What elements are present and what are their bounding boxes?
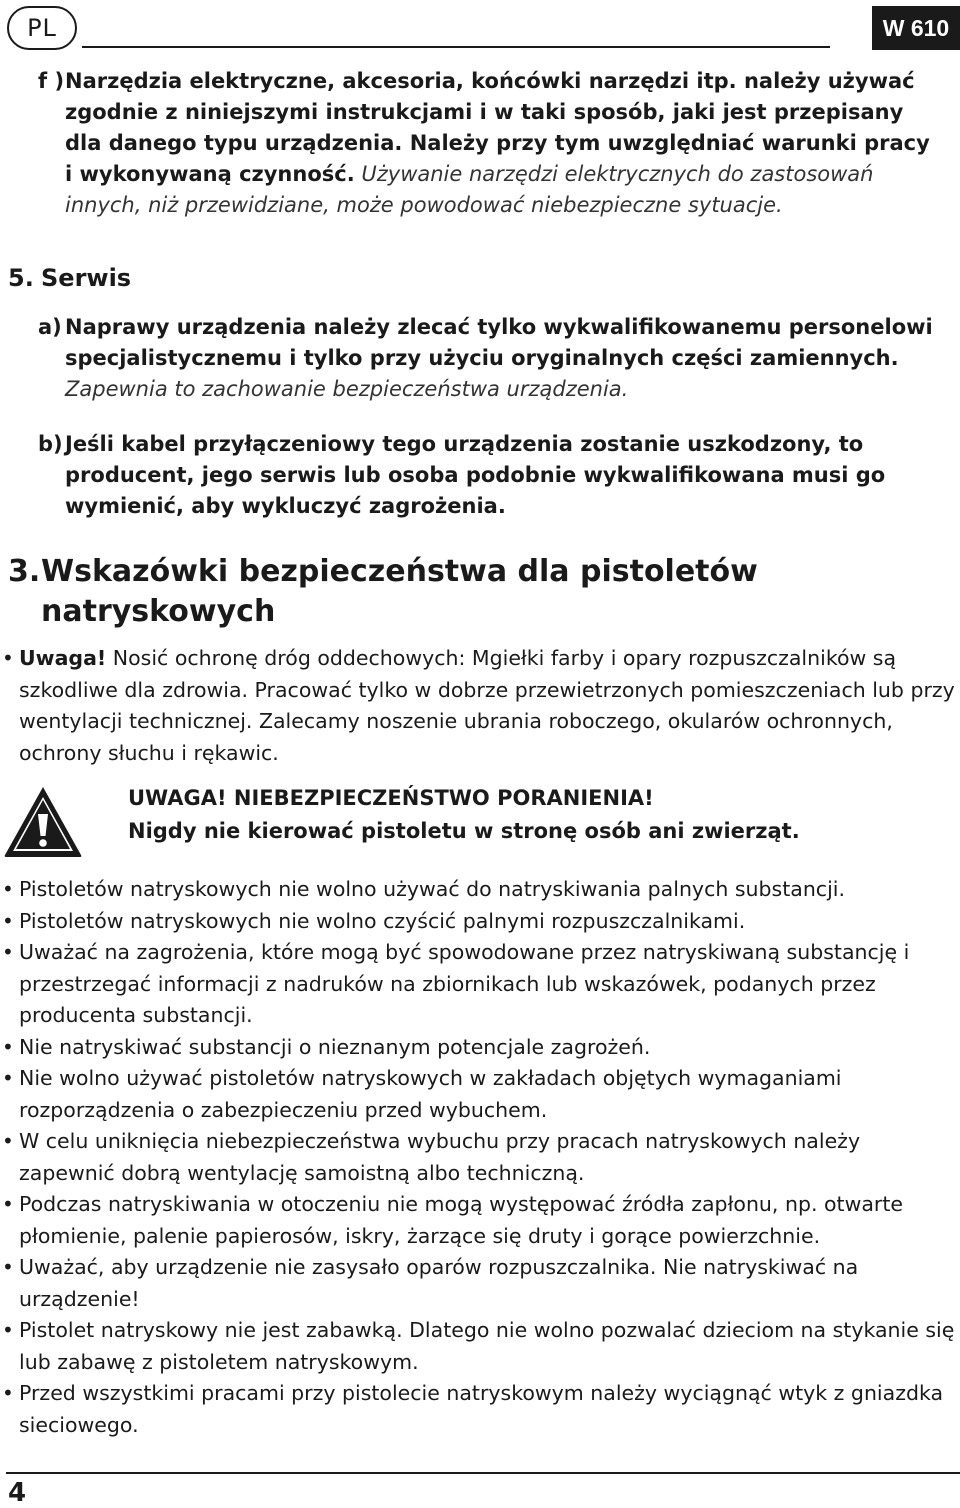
section-3-heading bbox=[8, 552, 908, 632]
item-f-italic-text: Używanie narzędzi elektrycznych do zastosowań innych, niż przewidziane, może powodować niebezpieczne sytuacje. bbox=[65, 162, 874, 217]
intro-bullet-text: Nosić ochronę dróg oddechowych: Mgiełki farby i opary rozpuszczalników są szkodliwe dla zdrowia. Pracować tylko w dobrze przewietrzonych pomieszczeniach lub przy wentylacji technicznej. Zalecamy noszenie ubrania roboczego, okularów ochronnych, ochrony słuchu i rękawic. bbox=[19, 646, 955, 765]
bullet-text: Pistoletów natryskowych nie wolno czyścić palnymi rozpuszczalnikami. bbox=[19, 908, 746, 933]
page-header bbox=[0, 0, 960, 52]
warning-line-2: Nigdy nie kierować pistoletu w stronę osób ani zwierząt. bbox=[128, 819, 800, 843]
bullet-dot: • bbox=[2, 940, 14, 964]
list-item bbox=[0, 874, 960, 906]
item-b-marker: b) bbox=[38, 432, 63, 456]
warning-text bbox=[128, 782, 800, 848]
item-a-marker: a) bbox=[38, 315, 62, 339]
list-item bbox=[0, 1063, 960, 1126]
list-item bbox=[0, 1126, 960, 1189]
section-3-title: Wskazówki bezpieczeństwa dla pistoletów natryskowych bbox=[41, 554, 758, 629]
item-a-bold-text: Naprawy urządzenia należy zlecać tylko wykwalifikowanemu personelowi specjalistycznemu i tylko przy użyciu oryginalnych części zamiennych. bbox=[65, 315, 933, 370]
bullet-dot: • bbox=[2, 877, 14, 901]
bullet-dot: • bbox=[2, 1255, 14, 1279]
item-f-bold-text: Narzędzia elektryczne, akcesoria, końcówki narzędzi itp. należy używać zgodnie z niniejszymi instrukcjami i w taki sposób, jaki jest przepisany dla danego typu urządzenia. Należy przy tym uwzględniać warunki pracy i wykonywaną czynność. bbox=[65, 69, 930, 186]
bullet-text: Uważać na zagrożenia, które mogą być spowodowane przez natryskiwaną substancję i przestrzegać informacji z nadruków na zbiornikach lub wskazówek, podanych przez producenta substancji. bbox=[19, 940, 910, 1027]
bullet-text: Pistoletów natryskowych nie wolno używać do natryskiwania palnych substancji. bbox=[19, 877, 845, 901]
item-f-body bbox=[65, 66, 938, 221]
warning-triangle-icon bbox=[2, 784, 84, 860]
bullet-dot: • bbox=[2, 1066, 14, 1090]
list-item bbox=[0, 1315, 960, 1378]
list-item bbox=[0, 1032, 960, 1064]
bullet-dot: • bbox=[2, 1129, 14, 1153]
page-number: 4 bbox=[8, 1478, 27, 1508]
bullet-text: Nie natryskiwać substancji o nieznanym potencjale zagrożeń. bbox=[19, 1034, 651, 1059]
bullet-text: Przed wszystkimi pracami przy pistolecie natryskowym należy wyciągnąć wtyk z gniazdka sieciowego. bbox=[19, 1381, 944, 1437]
intro-bullet-bold: Uwaga! bbox=[19, 646, 107, 670]
section-3-number: 3. bbox=[8, 554, 41, 589]
bullet-dot: • bbox=[2, 1192, 14, 1216]
safety-bullet-list bbox=[0, 874, 960, 1441]
bullet-dot: • bbox=[2, 1318, 14, 1342]
list-item bbox=[0, 1252, 960, 1315]
bullet-text: Pistolet natryskowy nie jest zabawką. Dlatego nie wolno pozwalać dzieciom na stykanie się lub zabawę z pistoletem natryskowym. bbox=[19, 1318, 955, 1374]
list-item bbox=[0, 643, 960, 769]
list-item bbox=[0, 906, 960, 938]
item-b bbox=[38, 429, 938, 522]
item-f bbox=[38, 66, 938, 221]
item-a-body bbox=[65, 312, 938, 405]
bullet-dot: • bbox=[2, 1034, 14, 1059]
item-b-body bbox=[65, 429, 938, 522]
bullet-text: Uważać, aby urządzenie nie zasysało oparów rozpuszczalnika. Nie natryskiwać na urządzenie! bbox=[19, 1255, 859, 1311]
header-rule bbox=[82, 46, 830, 48]
bullet-dot: • bbox=[2, 646, 14, 670]
bullet-text: W celu uniknięcia niebezpieczeństwa wybuchu przy pracach natryskowych należy zapewnić dobrą wentylację samoistną albo techniczną. bbox=[19, 1129, 861, 1185]
warning-line-1: UWAGA! NIEBEZPIECZEŃSTWO PORANIENIA! bbox=[128, 786, 654, 810]
list-item bbox=[0, 1378, 960, 1441]
warning-block bbox=[2, 782, 952, 862]
item-b-bold-text: Jeśli kabel przyłączeniowy tego urządzenia zostanie uszkodzony, to producent, jego serwis lub osoba podobnie wykwalifikowana musi go wymienić, aby wykluczyć zagrożenia. bbox=[65, 432, 886, 518]
item-a bbox=[38, 312, 938, 405]
bullet-dot: • bbox=[2, 1381, 14, 1405]
bullet-text: Podczas natryskiwania w otoczeniu nie mogą występować źródła zapłonu, np. otwarte płomienie, palenie papierosów, iskry, żarzące się druty i gorące powierzchnie. bbox=[19, 1192, 903, 1248]
item-f-marker: f ) bbox=[38, 69, 65, 93]
section-5-number: 5. bbox=[8, 264, 34, 292]
language-badge: PL bbox=[7, 6, 77, 50]
intro-bullet-list bbox=[0, 643, 960, 769]
list-item bbox=[0, 1189, 960, 1252]
footer-rule bbox=[6, 1472, 960, 1474]
bullet-dot: • bbox=[2, 908, 14, 933]
item-a-italic-text: Zapewnia to zachowanie bezpieczeństwa urządzenia. bbox=[65, 377, 629, 401]
bullet-text: Nie wolno używać pistoletów natryskowych w zakładach objętych wymaganiami rozporządzenia o zabezpieczeniu przed wybuchem. bbox=[19, 1066, 842, 1122]
list-item bbox=[0, 937, 960, 1032]
model-badge: W 610 bbox=[872, 6, 960, 50]
section-5-title: Serwis bbox=[41, 264, 132, 292]
section-5-heading bbox=[8, 264, 131, 292]
